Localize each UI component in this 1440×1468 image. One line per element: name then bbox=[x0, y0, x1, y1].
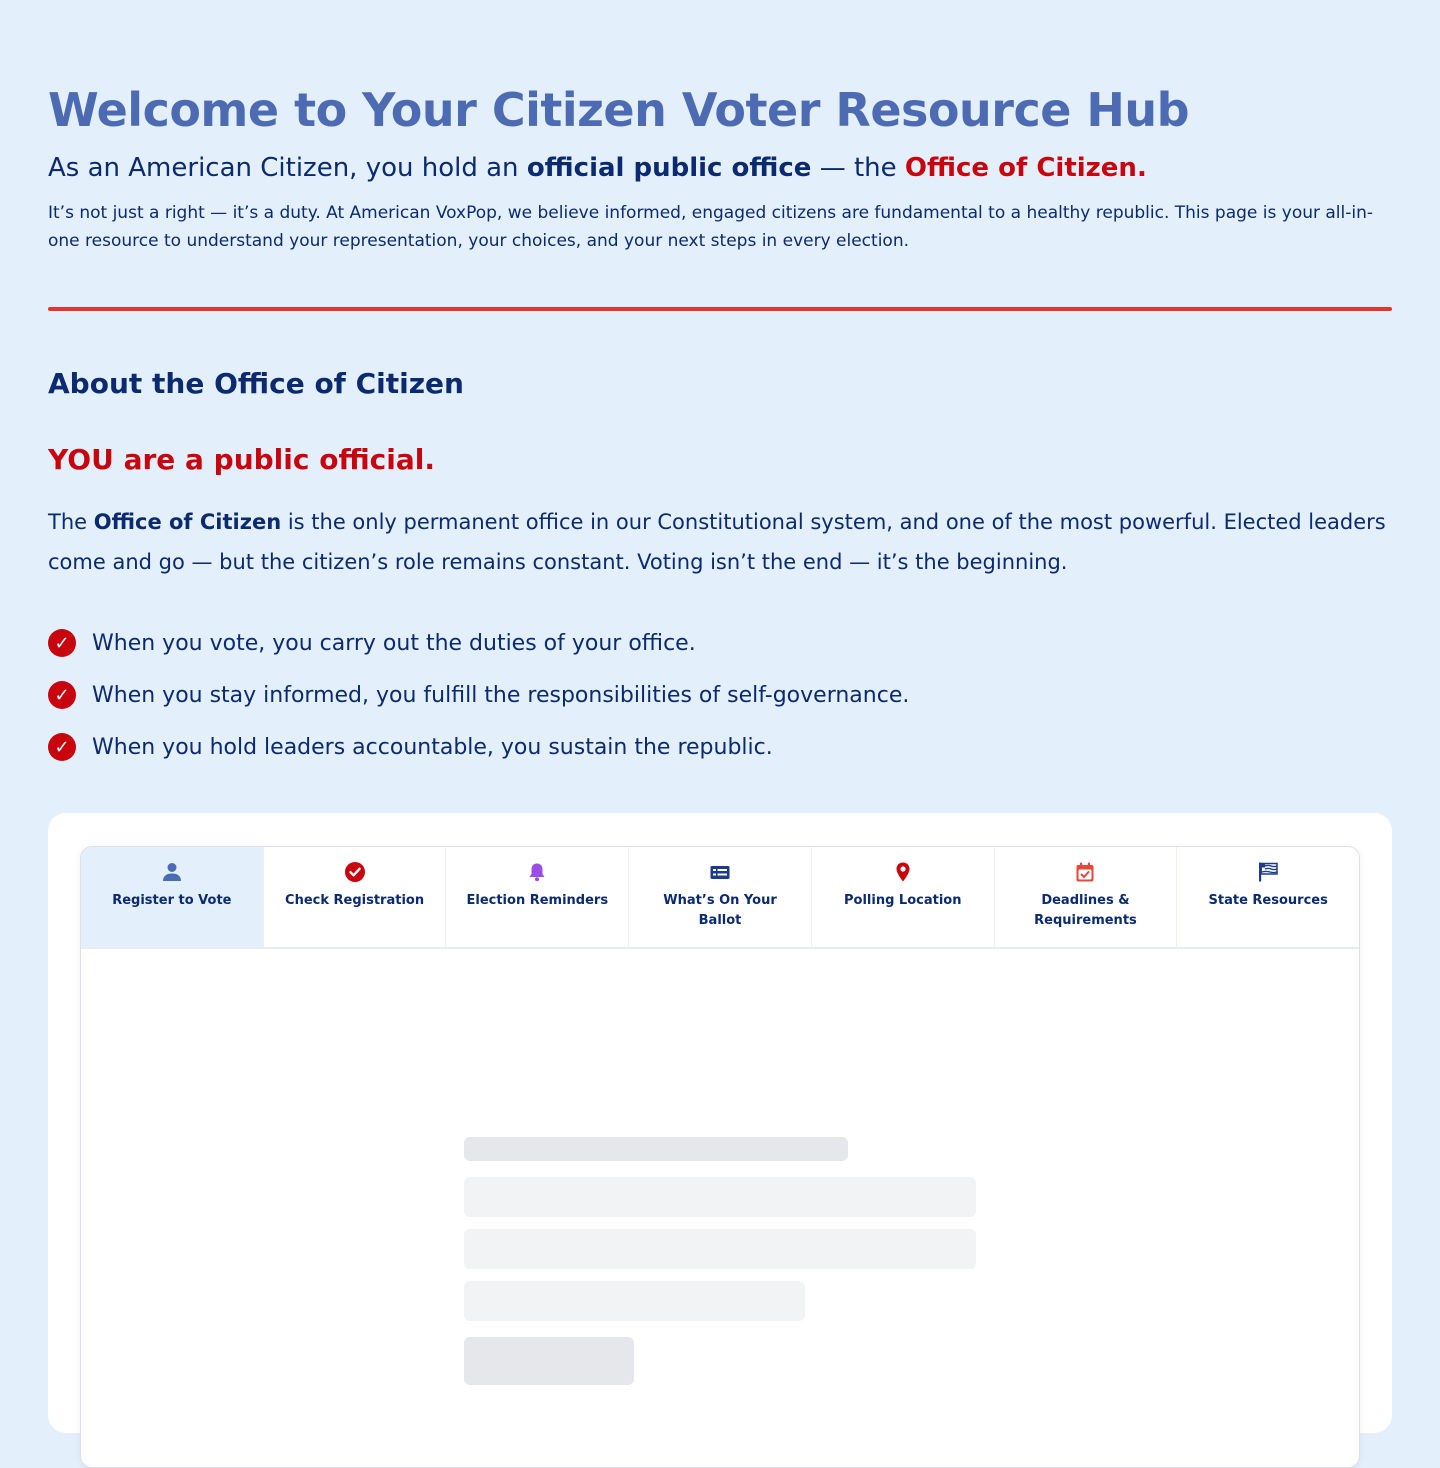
tab-label: What’s On Your Ballot bbox=[663, 893, 777, 928]
hero-description: It’s not just a right — it’s a duty. At American VoxPop, we believe informed, engaged citizens are fundamental to a healthy republic. This page is your all-in-one resource to understand your representation, your choices, and your next steps in every election. bbox=[48, 203, 1374, 251]
tab-label: State Resources bbox=[1208, 893, 1328, 908]
tab-deadlines-requirements[interactable] bbox=[995, 847, 1178, 947]
page-title: Welcome to Your Citizen Voter Resource Hub bbox=[48, 83, 1190, 137]
list-item-text: When you stay informed, you fulfill the responsibilities of self-governance. bbox=[92, 682, 910, 708]
loading-placeholder-field bbox=[464, 1229, 976, 1269]
hero-subtitle-middle: — the bbox=[811, 153, 905, 183]
tools-card bbox=[48, 813, 1392, 1433]
loading-placeholder-field bbox=[464, 1177, 976, 1217]
loading-placeholder-button bbox=[464, 1337, 634, 1385]
list-item bbox=[48, 721, 909, 773]
hero-subtitle-bold: official public office bbox=[526, 153, 812, 183]
map-pin-icon bbox=[892, 861, 914, 883]
calendar-check-icon bbox=[1074, 861, 1096, 883]
about-para-rest: is the only permanent office in our Constitutional system, and one of the most powerful. Elected leaders come and go — but the citizen’s role remains constant. Voting isn’t the end — it’s the beginning. bbox=[48, 510, 1386, 574]
tab-label: Polling Location bbox=[844, 893, 962, 908]
section-divider bbox=[48, 307, 1392, 311]
list-item bbox=[48, 617, 909, 669]
user-icon bbox=[161, 861, 183, 883]
check-icon: ✓ bbox=[48, 681, 76, 709]
voter-tools-widget bbox=[80, 846, 1360, 1468]
list-item-text: When you vote, you carry out the duties of your office. bbox=[92, 630, 696, 656]
list-item-text: When you hold leaders accountable, you sustain the republic. bbox=[92, 734, 773, 760]
ballot-icon bbox=[709, 861, 731, 883]
about-para-bold: Office of Citizen bbox=[93, 510, 282, 534]
tab-label: Election Reminders bbox=[466, 893, 609, 908]
duties-checklist bbox=[48, 617, 909, 773]
about-highlight: YOU are a public official. bbox=[48, 443, 435, 476]
tab-register-to-vote[interactable] bbox=[81, 847, 264, 947]
tab-whats-on-your-ballot[interactable] bbox=[629, 847, 812, 947]
loading-placeholder-field bbox=[464, 1281, 805, 1321]
tab-state-resources[interactable] bbox=[1177, 847, 1359, 947]
tab-bar bbox=[81, 847, 1359, 949]
about-heading: About the Office of Citizen bbox=[48, 367, 464, 400]
tab-label: Check Registration bbox=[285, 893, 425, 908]
hero-subtitle bbox=[48, 150, 1147, 186]
tab-election-reminders[interactable] bbox=[446, 847, 629, 947]
tab-check-registration[interactable] bbox=[264, 847, 447, 947]
tab-label: Register to Vote bbox=[112, 893, 232, 908]
check-circle-icon bbox=[344, 861, 366, 883]
tab-label: Deadlines & Requirements bbox=[1034, 893, 1137, 928]
tab-polling-location[interactable] bbox=[812, 847, 995, 947]
about-para-prefix: The bbox=[48, 510, 94, 534]
hero-subtitle-office: Office of Citizen. bbox=[904, 153, 1147, 183]
about-paragraph bbox=[48, 502, 1392, 582]
bell-icon bbox=[526, 861, 548, 883]
flag-icon bbox=[1257, 861, 1279, 883]
list-item bbox=[48, 669, 909, 721]
loading-placeholder-heading bbox=[464, 1137, 848, 1161]
hero-subtitle-prefix: As an American Citizen, you hold an bbox=[48, 153, 527, 183]
check-icon: ✓ bbox=[48, 629, 76, 657]
check-icon: ✓ bbox=[48, 733, 76, 761]
